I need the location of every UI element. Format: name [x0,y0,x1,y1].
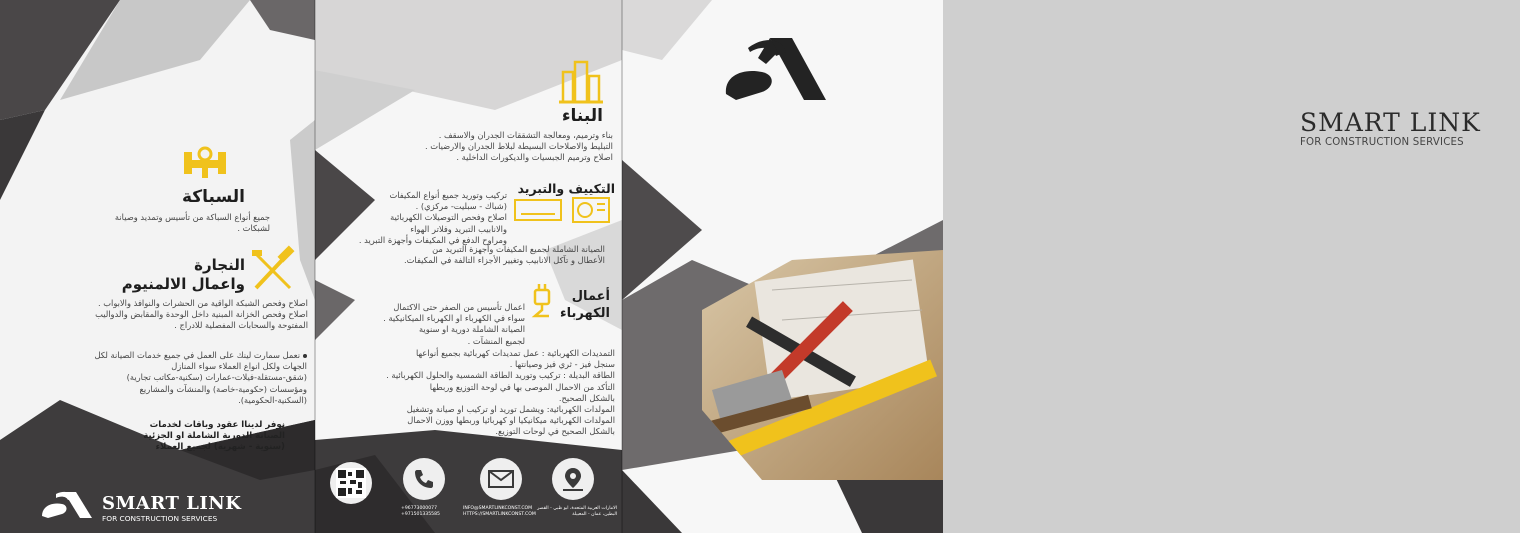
construction-icon [557,58,605,104]
mail-circle[interactable] [480,458,522,500]
address-text: الامارات العربية المتحدة، ابو ظبي - القصر البطين، عمان - المعبيلة [537,506,617,517]
electrical-text-bottom: التمديدات الكهربائية : عمل تمديدات كهربائية بجميع أنواعها سنجل فيز - ثري فيز وصيانتها . الطاقة البديلة : تركيب وتوريد الطاقة الشمسية والحلول الكهربائية . التأكد من الاحمال الموصى بها في لوحة التوزيع وربطها بالشكل الصحيح. المولدات الكهربائية: ويشمل توريد او تركيب او صيانة وتشغيل المولدات الكهربائية ميكانيكيا او كهربائيا وربطها ووزن الاحمال بالشكل الصحيح في لوحات التوزيع. [386,348,615,437]
qr-code-circle [330,462,372,504]
phone-circle[interactable] [403,458,445,500]
brand-subtitle-bottom: FOR CONSTRUCTION SERVICES [102,514,218,523]
phone-icon [413,468,435,490]
plumbing-text: جميع أنواع السباكة من تأسيس وتمديد وصيانة لشبكات . [114,212,270,234]
brand-subtitle-top: FOR CONSTRUCTION SERVICES [1300,137,1464,148]
electrical-title: أعمال الكهرباء [560,289,610,321]
tools-photo [702,250,943,480]
electrical-text-top: اعمال تأسيس من الصفر حتى الاكتمال سواء في الكهرباء او الكهرباء الميكانيكية . الصيانة الشاملة دورية او سنوية لجميع المنشآت . [383,302,525,346]
construction-text: بناء وترميم، ومعالجة التشققات الجدران والاسقف . التبليط والاصلاحات البسيطة لبلاط الجدران والارضيات . اصلاح وترميم الجبسيات والديكورات الداخلية . [425,130,613,163]
brand-block-top [1300,108,1520,148]
email-website[interactable]: INFO@SMARTLINKCONST.COM HTTPS://SMARTLINKCONST.COM [463,506,536,517]
right-panel [622,0,1481,533]
middle-panel [315,0,622,533]
mail-icon [488,470,514,488]
hvac-text-bottom: الصيانة الشاملة لجميع المكيفات وأجهزة التبريد من الأعطال و تآكل الانابيب وتغيير الأجزاء التالفة في المكيفات. [403,244,605,266]
brand-logo-icon [718,34,834,106]
construction-title: البناء [561,106,603,126]
carpentry-text: اصلاح وفحص الشبكة الواقية من الحشرات والنوافذ والابواب . اصلاح وفحص الخزانة المبنية داخل الوحدة والمقابض والدواليب المفتوحة والسحابات المفصلية للادراج . [95,298,308,331]
plumbing-icon [180,142,230,184]
hvac-text-top: تركيب وتوريد جميع أنواع المكيفات (شباك - سبليت- مركزي) . اصلاح وفحص التوصيلات الكهربائية والانابيب التبريد وفلاتر الهواء ومراوح الدفع في المكيفات وأجهزة التبريد . [358,190,507,245]
hvac-title: التكييف والتبريد [517,181,615,196]
brand-name-top: SMART LINK [1300,108,1481,137]
ac-icon [513,196,613,226]
brand-logo-icon [38,488,98,522]
phone-numbers[interactable]: +96773000077 +971501335585 [401,506,440,517]
location-icon [561,466,585,492]
fold-line-right [621,0,623,533]
electric-plug-icon [529,282,557,322]
brand-name-bottom: SMART LINK [102,493,242,514]
carpentry-tools-icon [250,248,296,292]
contracts-text: نوفر لديناا عقود وباقات لخدمات الصيانة الدورية الشاملة او الجزئية (سنوية - شهرية) لجميع العملاء [143,420,285,452]
location-circle[interactable] [552,458,594,500]
qr-code-icon [336,468,366,498]
bullet-icon [303,354,307,358]
clients-text: نعمل سمارت لينك على العمل في جميع خدمات الصيانة لكل الجهات ولكل انواع العملاء سواء المنازل (شقق-مستقلة-فيلات-عمارات (سكنية-مكاتب تجارية) ومؤسسات (حكومية-خاصة) والمنشآت والمشاريع (السكنية-الحكومية). [94,350,307,405]
carpentry-title: النجارة واعمال الالمنيوم [121,256,245,293]
left-panel [0,0,315,533]
brand-block-bottom [102,493,241,523]
plumbing-title: السباكة [181,187,245,207]
fold-line-left [314,0,316,533]
